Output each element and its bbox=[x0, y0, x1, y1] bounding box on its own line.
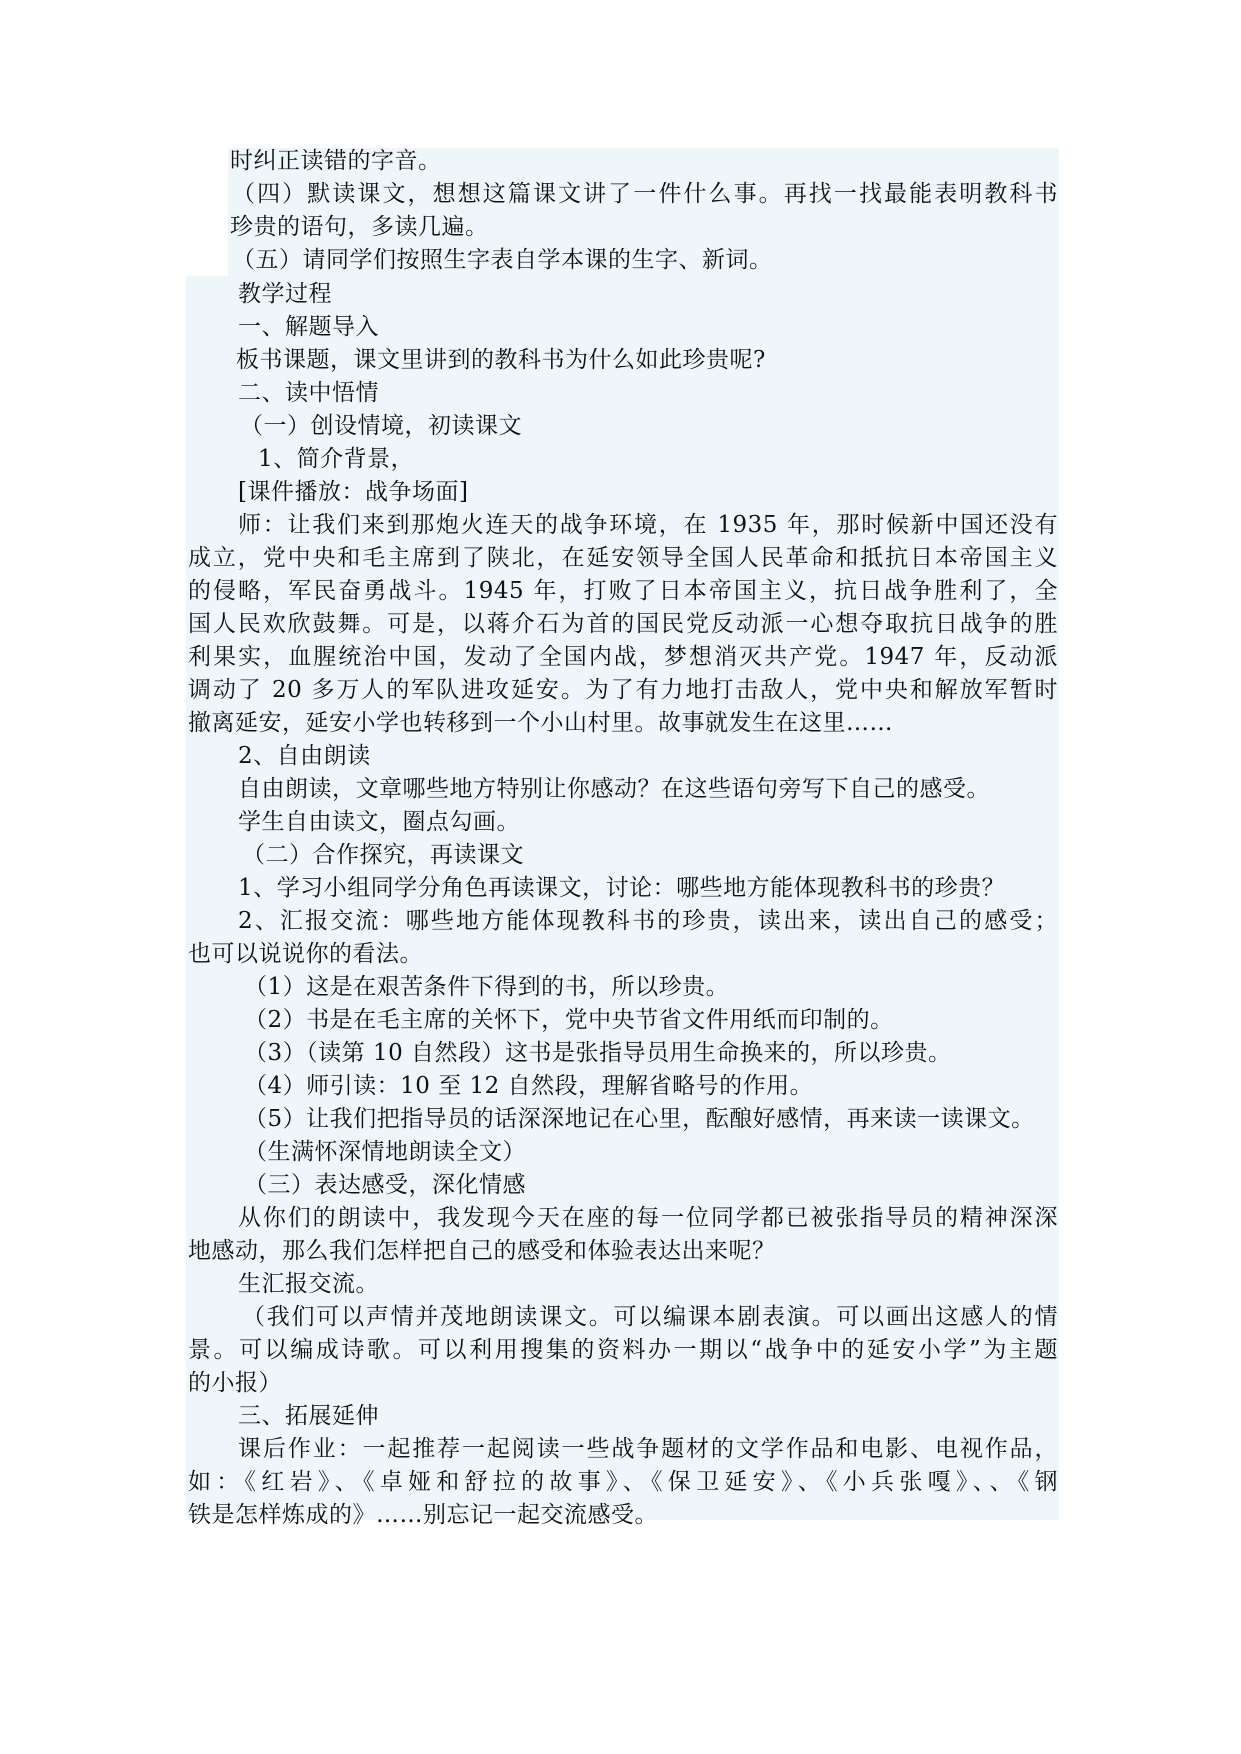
text-line: （五）请同学们按照生字表自学本课的生字、新词。 bbox=[232, 247, 773, 273]
text-line: 利果实，血腥统治中国，发动了全国内战，梦想消灭共产党。1947 年，反动派 bbox=[188, 644, 1058, 670]
text-line: 生汇报交流。 bbox=[238, 1271, 379, 1297]
text-line: 学生自由读文，圈点勾画。 bbox=[238, 809, 520, 835]
text-line: 国人民欢欣鼓舞。可是，以蒋介石为首的国民党反动派一心想夺取抗日战争的胜 bbox=[188, 611, 1058, 637]
text-line: 也可以说说你的看法。 bbox=[188, 941, 423, 967]
text-line: 课后作业：一起推荐一起阅读一些战争题材的文学作品和电影、电视作品， bbox=[238, 1436, 1058, 1462]
text-line: 的小报） bbox=[188, 1370, 282, 1396]
text-line: 地感动，那么我们怎样把自己的感受和体验表达出来呢？ bbox=[188, 1238, 776, 1264]
text-line: （我们可以声情并茂地朗读课文。可以编课本剧表演。可以画出这感人的情 bbox=[242, 1304, 1058, 1330]
text-line: 景。可以编成诗歌。可以利用搜集的资料办一期以“战争中的延安小学”为主题 bbox=[188, 1337, 1058, 1363]
text-line: 师：让我们来到那炮火连天的战争环境，在 1935 年，那时候新中国还没有 bbox=[238, 512, 1058, 538]
subsection-heading: （二）合作探究，再读课文 bbox=[242, 842, 524, 868]
list-item: （4）师引读：10 至 12 自然段，理解省略号的作用。 bbox=[244, 1073, 814, 1099]
text-line: 1、学习小组同学分角色再读课文，讨论：哪些地方能体现教科书的珍贵？ bbox=[238, 875, 1006, 901]
text-line: （生满怀深情地朗读全文） bbox=[244, 1139, 526, 1165]
text-line: 1、简介背景， bbox=[258, 446, 415, 472]
text-line: 成立，党中央和毛主席到了陕北，在延安领导全国人民革命和抵抗日本帝国主义 bbox=[188, 545, 1058, 571]
list-item: （5）让我们把指导员的话深深地记在心里，酝酿好感情，再来读一读课文。 bbox=[244, 1106, 1035, 1132]
subsection-heading: （三）表达感受，深化情感 bbox=[244, 1172, 526, 1198]
section-heading: 一、解题导入 bbox=[238, 314, 379, 340]
text-line: 板书课题，课文里讲到的教科书为什么如此珍贵呢? bbox=[236, 347, 766, 373]
text-line: 的侵略，军民奋勇战斗。1945 年，打败了日本帝国主义，抗日战争胜利了，全 bbox=[188, 578, 1058, 604]
text-line: 铁是怎样炼成的》……别忘记一起交流感受。 bbox=[188, 1502, 658, 1528]
text-line: （四）默读课文，想想这篇课文讲了一件什么事。再找一找最能表明教科书 bbox=[232, 181, 1058, 207]
text-line: 调动了 20 多万人的军队进攻延安。为了有力地打击敌人，党中央和解放军暂时 bbox=[188, 677, 1058, 703]
section-heading: 三、拓展延伸 bbox=[238, 1403, 379, 1429]
text-line: 撤离延安，延安小学也转移到一个小山村里。故事就发生在这里…… bbox=[188, 710, 893, 736]
section-heading: 教学过程 bbox=[238, 281, 332, 307]
list-item: （3）（读第 10 自然段）这书是张指导员用生命换来的，所以珍贵。 bbox=[244, 1040, 952, 1066]
text-line: 珍贵的语句，多读几遍。 bbox=[230, 214, 489, 240]
text-line: 2、自由朗读 bbox=[238, 743, 371, 769]
text-line: 自由朗读，文章哪些地方特别让你感动？在这些语句旁写下自己的感受。 bbox=[238, 776, 990, 802]
subsection-heading: （一）创设情境，初读课文 bbox=[240, 413, 522, 439]
list-item: （1）这是在艰苦条件下得到的书，所以珍贵。 bbox=[244, 974, 730, 1000]
text-line: 如：《红岩》、《卓娅和舒拉的故事》、《保卫延安》、《小兵张嘎》、、《钢 bbox=[188, 1469, 1058, 1495]
section-heading: 二、读中悟情 bbox=[238, 380, 379, 406]
text-line: 时纠正读错的字音。 bbox=[230, 148, 442, 174]
text-line: [课件播放：战争场面] bbox=[238, 479, 469, 505]
list-item: （2）书是在毛主席的关怀下，党中央节省文件用纸而印制的。 bbox=[244, 1007, 894, 1033]
text-line: 2、汇报交流：哪些地方能体现教科书的珍贵，读出来，读出自己的感受； bbox=[238, 908, 1058, 934]
text-line: 从你们的朗读中，我发现今天在座的每一位同学都已被张指导员的精神深深 bbox=[238, 1205, 1058, 1231]
